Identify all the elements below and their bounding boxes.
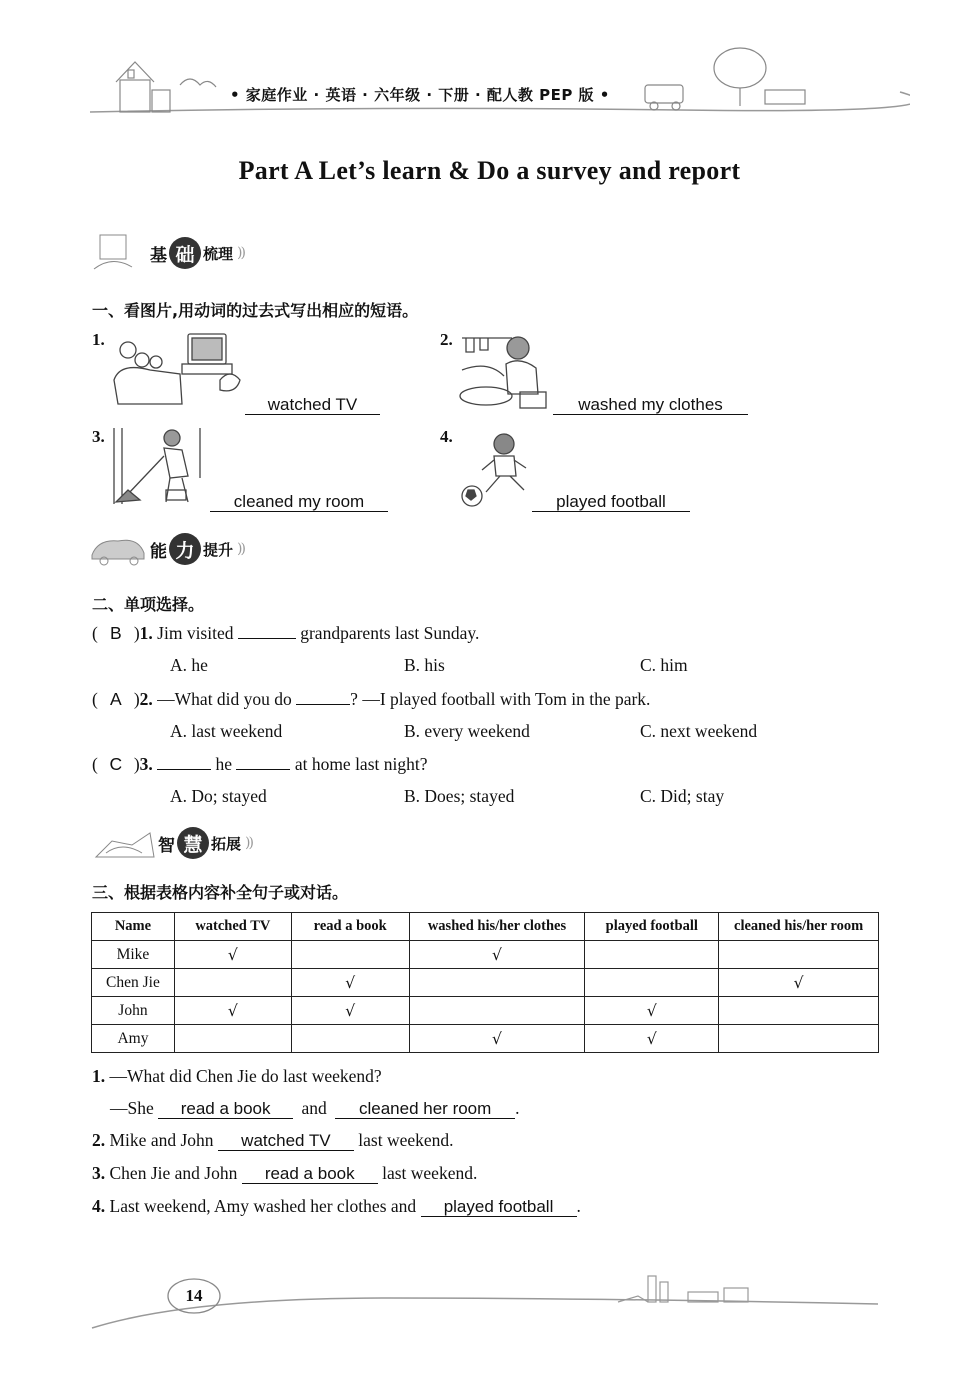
item1-answer: watched TV (245, 395, 380, 415)
badge-dots-icon: )) (237, 541, 244, 557)
part3-heading: 三、根据表格内容补全句子或对话。 (92, 883, 349, 902)
table-cell-name: Mike (92, 941, 175, 969)
mc1-option-a: A. he (170, 655, 208, 675)
table-cell (409, 997, 585, 1025)
table-cell (719, 941, 879, 969)
table-header-row (92, 913, 879, 941)
book-sketch-icon (92, 823, 158, 863)
mc3-option-c: C. Did; stay (640, 786, 725, 806)
badge-pre: 能 (150, 541, 167, 562)
badge-post: 拓展 (211, 834, 242, 853)
mc1-text-pre: Jim visited (157, 623, 234, 643)
badge-post: 梳理 (203, 244, 234, 263)
badge-post: 提升 (203, 540, 234, 559)
mc3-answer: C (109, 754, 123, 774)
table-header: played football (585, 913, 719, 941)
mc2-option-a: A. last weekend (170, 721, 283, 741)
mc-question-2: ( A )2. —What did you do ? —I played football with Tom in the park. (92, 689, 651, 709)
fill1-text: —What did Chen Jie do last weekend? (109, 1066, 382, 1086)
mc2-text-post: ? —I played football with Tom in the park. (350, 689, 651, 709)
table-row (92, 997, 879, 1025)
section-badge-ability (88, 532, 244, 566)
badge-big: 力 (169, 533, 201, 565)
fill-question-2 (92, 1130, 454, 1151)
mc2-answer: A (109, 689, 122, 709)
fill-question-1 (92, 1066, 382, 1087)
car-sketch-icon (88, 529, 150, 569)
fill1-answer-1: read a book (158, 1099, 293, 1119)
table-cell: √ (585, 1025, 719, 1053)
fill4-post: . (576, 1196, 581, 1216)
table-cell (585, 941, 719, 969)
table-row (92, 1025, 879, 1053)
mc3-text-mid: he (215, 754, 233, 774)
table-cell: √ (174, 997, 291, 1025)
mc3-blank-1 (157, 753, 211, 770)
table-cell: √ (585, 997, 719, 1025)
section-badge-basics (92, 236, 244, 270)
fill2-answer: watched TV (218, 1131, 354, 1151)
table-cell (174, 1025, 291, 1053)
table-cell (719, 997, 879, 1025)
table-cell: √ (291, 997, 409, 1025)
table-cell: √ (174, 941, 291, 969)
football-icon (458, 430, 533, 510)
fill3-answer: read a book (242, 1164, 378, 1184)
table-cell (409, 969, 585, 997)
fill-question-4 (92, 1196, 581, 1217)
mc3-option-b: B. Does; stayed (404, 786, 515, 806)
mc2-option-c: C. next weekend (640, 721, 758, 741)
item2-answer: washed my clothes (553, 395, 748, 415)
fill1-she: —She (110, 1098, 154, 1118)
header-text: • 家庭作业 · 英语 · 六年级 · 下册 · 配人教 PEP 版 • (230, 86, 610, 104)
part2-heading: 二、单项选择。 (92, 595, 205, 614)
table-header: washed his/her clothes (409, 913, 585, 941)
table-cell-name: Chen Jie (92, 969, 175, 997)
mc1-option-b: B. his (404, 655, 445, 675)
table-header: cleaned his/her room (719, 913, 879, 941)
mc3-option-a: A. Do; stayed (170, 786, 267, 806)
mc3-number: 3. (139, 754, 153, 774)
item3-number: 3. (92, 427, 105, 446)
item4-number: 4. (440, 427, 453, 446)
table-cell: √ (719, 969, 879, 997)
mc1-text-post: grandparents last Sunday. (300, 623, 480, 643)
washing-clothes-icon (458, 330, 553, 415)
table-row (92, 941, 879, 969)
badge-dots-icon: )) (245, 835, 252, 851)
table-header: Name (92, 913, 175, 941)
fill2-post: last weekend. (358, 1130, 454, 1150)
section-badge-expand (92, 826, 252, 860)
item2-number: 2. (440, 330, 453, 349)
fill1-end: . (515, 1098, 520, 1118)
fill2-number: 2. (92, 1130, 106, 1150)
mc1-answer: B (109, 623, 122, 643)
table-header: watched TV (174, 913, 291, 941)
mc2-text-pre: —What did you do (157, 689, 292, 709)
fill3-number: 3. (92, 1163, 106, 1183)
fill4-number: 4. (92, 1196, 106, 1216)
table-header: read a book (291, 913, 409, 941)
badge-pre: 基 (150, 245, 167, 266)
badge-big: 础 (169, 237, 201, 269)
mc1-option-c: C. him (640, 655, 688, 675)
item1-number: 1. (92, 330, 105, 349)
fill4-pre: Last weekend, Amy washed her clothes and (109, 1196, 417, 1216)
table-cell: √ (409, 941, 585, 969)
fill3-post: last weekend. (382, 1163, 478, 1183)
mc2-blank (296, 688, 350, 705)
table-cell: √ (291, 969, 409, 997)
survey-table (91, 912, 879, 1053)
header-decoration (80, 40, 910, 125)
fill2-pre: Mike and John (109, 1130, 214, 1150)
table-row (92, 969, 879, 997)
fill-question-3 (92, 1163, 477, 1184)
badge-dots-icon: )) (237, 245, 244, 261)
mc3-text-post: at home last night? (294, 754, 428, 774)
item4-answer: played football (532, 492, 690, 512)
sweeping-icon (110, 428, 210, 510)
page-number: 14 (185, 1286, 203, 1305)
family-tv-icon (110, 330, 245, 410)
mc3-blank-2 (236, 753, 290, 770)
mc2-number: 2. (139, 689, 153, 709)
table-cell (719, 1025, 879, 1053)
table-cell: √ (409, 1025, 585, 1053)
mc1-blank (238, 622, 296, 639)
table-cell (585, 969, 719, 997)
table-cell-name: John (92, 997, 175, 1025)
badge-big: 慧 (177, 827, 209, 859)
mc2-option-b: B. every weekend (404, 721, 530, 741)
table-cell (291, 941, 409, 969)
fill3-pre: Chen Jie and John (109, 1163, 238, 1183)
mc-question-1: ( B )1. Jim visited grandparents last Sunday. (92, 623, 480, 643)
mc-question-3: ( C )3. he at home last night? (92, 754, 428, 774)
fill1-number: 1. (92, 1066, 106, 1086)
fill1-answer-2: cleaned her room (335, 1099, 515, 1119)
page-title: Part A Let’s learn & Do a survey and report (238, 156, 741, 185)
fill1-and: and (301, 1098, 327, 1118)
item3-answer: cleaned my room (210, 492, 388, 512)
sketch-decoration-icon (92, 233, 150, 273)
badge-pre: 智 (158, 835, 175, 856)
table-cell (174, 969, 291, 997)
mc1-number: 1. (139, 623, 153, 643)
part1-heading: 一、看图片,用动词的过去式写出相应的短语。 (92, 301, 419, 320)
fill4-answer: played football (421, 1197, 577, 1217)
table-cell (291, 1025, 409, 1053)
fill-question-1-answer (110, 1098, 520, 1119)
table-cell-name: Amy (92, 1025, 175, 1053)
